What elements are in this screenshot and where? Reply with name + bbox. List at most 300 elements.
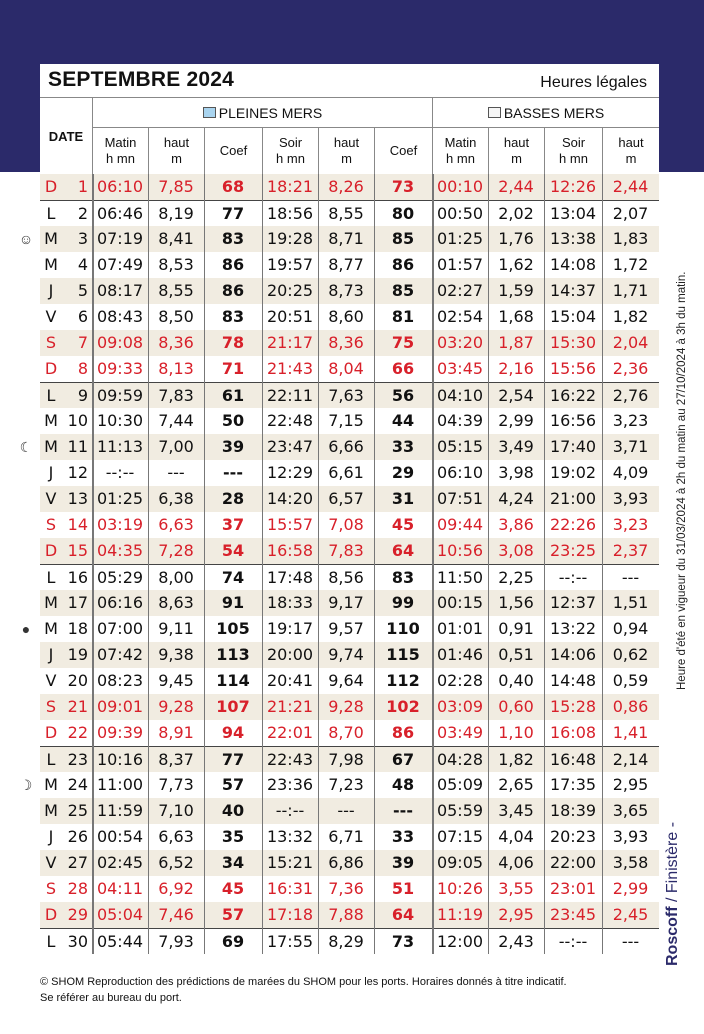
cell-h2: 8,26 [328, 177, 364, 196]
footer-line-2: Se référer au bureau du port. [40, 992, 182, 1004]
cell-bh1: 1,10 [498, 723, 534, 742]
table-row [40, 590, 659, 616]
cell-bh1: 2,99 [498, 411, 534, 430]
bm-haut-matin-header [488, 128, 544, 174]
cell-pm2: --:-- [275, 801, 305, 820]
cell-pm1: 07:00 [96, 619, 144, 638]
cell-c2: 102 [386, 697, 420, 716]
cell-c2: 48 [391, 775, 415, 794]
cell-c1: 40 [221, 801, 245, 820]
cell-h2: 8,71 [328, 229, 364, 248]
cell-c2: 51 [391, 879, 415, 898]
day-number: 27 [67, 853, 88, 872]
bm-matin-unit: h mn [446, 151, 475, 166]
cell-bh2: 2,14 [612, 750, 649, 769]
table-row [40, 200, 659, 226]
cell-c2: 45 [391, 515, 415, 534]
cell-h2: 7,23 [328, 775, 364, 794]
cell-pm1: 10:16 [96, 750, 144, 769]
cell-pm2: 22:01 [266, 723, 314, 742]
day-number: 15 [67, 541, 88, 560]
table-row [40, 330, 659, 356]
pm-haut-soir-header [318, 128, 374, 174]
cell-pm2: 21:17 [266, 333, 314, 352]
cell-c2: 85 [391, 281, 415, 300]
cell-h1: 7,00 [158, 437, 194, 456]
cell-h1: 6,63 [158, 827, 194, 846]
cell-bh2: --- [621, 932, 640, 951]
bm-haut-unit: m [511, 151, 522, 166]
cell-h2: 9,64 [328, 671, 364, 690]
cell-bh2: 2,07 [612, 204, 649, 223]
pm-matin-header [92, 128, 148, 174]
cell-bm2: 14:08 [549, 255, 597, 274]
pm-matin-label: Matin [104, 135, 137, 150]
day-number: 26 [67, 827, 88, 846]
day-letter: L [46, 568, 56, 587]
cell-bm2: 12:37 [549, 593, 597, 612]
table-row [40, 746, 659, 772]
cell-pm1: 11:59 [96, 801, 144, 820]
cell-pm1: 00:54 [96, 827, 144, 846]
table-row [40, 616, 659, 642]
cell-c2: 75 [391, 333, 415, 352]
cell-bh2: 2,76 [612, 386, 649, 405]
cell-pm1: 06:46 [96, 204, 144, 223]
table-row [40, 460, 659, 486]
cell-bh1: 2,54 [498, 386, 534, 405]
cell-h1: 7,44 [158, 411, 194, 430]
cell-h2: 9,74 [328, 645, 364, 664]
cell-bh2: 3,93 [612, 489, 649, 508]
cell-bm2: 20:23 [549, 827, 597, 846]
cell-pm2: 19:28 [266, 229, 314, 248]
cell-c1: 57 [221, 775, 245, 794]
cell-c2: 110 [386, 619, 420, 638]
bm-matin-header [432, 128, 488, 174]
cell-c2: 86 [391, 255, 415, 274]
cell-h1: 7,83 [158, 386, 194, 405]
cell-bm2: 13:04 [549, 204, 597, 223]
cell-pm1: 09:08 [96, 333, 144, 352]
day-letter: D [44, 359, 58, 378]
day-number: 3 [77, 229, 88, 248]
cell-pm2: 16:58 [266, 541, 314, 560]
cell-h1: 7,85 [158, 177, 194, 196]
cell-bm1: 00:10 [436, 177, 484, 196]
day-letter: D [44, 177, 58, 196]
cell-bm2: 17:35 [549, 775, 597, 794]
day-number: 21 [67, 697, 88, 716]
cell-bh1: 2,95 [498, 905, 534, 924]
day-number: 6 [77, 307, 88, 326]
heures-legales-label: Heures légales [540, 74, 647, 91]
cell-pm2: 17:55 [266, 932, 314, 951]
last-quarter-icon: ☽ [19, 777, 33, 793]
cell-h2: 8,36 [328, 333, 364, 352]
cell-c1: 114 [216, 671, 250, 690]
day-letter: L [46, 750, 56, 769]
cell-bm2: --:-- [558, 932, 588, 951]
cell-bm1: 05:15 [436, 437, 484, 456]
full-moon-icon: ● [21, 621, 31, 637]
cell-c2: 115 [386, 645, 420, 664]
cell-bm1: 01:25 [436, 229, 484, 248]
cell-bm2: 14:37 [549, 281, 597, 300]
cell-h1: 8,13 [158, 359, 194, 378]
cell-c1: 68 [221, 177, 245, 196]
pm-haut-label: haut [333, 135, 360, 150]
cell-pm2: 21:21 [266, 697, 314, 716]
cell-h1: 8,36 [158, 333, 194, 352]
bm-haut-unit: m [625, 151, 637, 166]
cell-bm1: 01:46 [436, 645, 484, 664]
cell-c2: 64 [391, 905, 415, 924]
table-row [40, 642, 659, 668]
cell-c2: 81 [391, 307, 415, 326]
table-row [40, 824, 659, 850]
cell-c2: 112 [386, 671, 420, 690]
date-column-header: DATE [48, 128, 84, 144]
day-number: 22 [67, 723, 88, 742]
cell-pm1: 07:19 [96, 229, 144, 248]
cell-bm1: 05:09 [436, 775, 484, 794]
table-row [40, 538, 659, 564]
cell-h2: 8,56 [328, 568, 364, 587]
cell-pm1: 04:11 [96, 879, 144, 898]
day-letter: J [48, 645, 54, 664]
day-letter: J [48, 281, 54, 300]
cell-bh1: 3,08 [498, 541, 534, 560]
day-letter: V [45, 853, 57, 872]
day-number: 13 [67, 489, 88, 508]
day-number: 8 [77, 359, 88, 378]
cell-bh1: 1,59 [498, 281, 534, 300]
pm-haut-unit: m [341, 151, 352, 166]
day-letter: D [44, 541, 58, 560]
pleines-mers-label: PLEINES MERS [218, 104, 323, 121]
cell-pm2: 20:51 [266, 307, 314, 326]
cell-h1: 8,55 [158, 281, 194, 300]
cell-c1: 78 [221, 333, 245, 352]
cell-h2: 7,98 [328, 750, 364, 769]
table-row [40, 772, 659, 798]
new-moon-icon: ☺ [18, 231, 34, 247]
day-letter: L [46, 386, 56, 405]
day-letter: M [44, 801, 58, 820]
pm-haut-matin-header [148, 128, 204, 174]
cell-bh2: 0,59 [612, 671, 649, 690]
cell-pm1: 07:42 [96, 645, 144, 664]
cell-bh1: 2,43 [498, 932, 534, 951]
cell-c2: 29 [391, 463, 415, 482]
cell-pm1: 05:04 [96, 905, 144, 924]
cell-bm2: 15:04 [549, 307, 597, 326]
cell-c1: 45 [221, 879, 245, 898]
cell-bm1: 09:05 [436, 853, 484, 872]
cell-c1: 69 [221, 932, 245, 951]
day-number: 2 [77, 204, 88, 223]
cell-h1: 9,28 [158, 697, 194, 716]
cell-h2: 6,86 [328, 853, 364, 872]
cell-h2: --- [337, 801, 355, 820]
cell-bh2: 0,62 [612, 645, 649, 664]
table-row [40, 408, 659, 434]
pm-haut-label: haut [163, 135, 190, 150]
cell-bh2: 3,93 [612, 827, 649, 846]
cell-pm1: 09:59 [96, 386, 144, 405]
bm-haut-label: haut [618, 135, 644, 150]
table-row [40, 850, 659, 876]
cell-h1: 7,28 [158, 541, 194, 560]
cell-c2: 73 [391, 932, 415, 951]
day-number: 14 [67, 515, 88, 534]
column-divider [148, 174, 149, 954]
cell-h2: 8,60 [328, 307, 364, 326]
cell-c1: 50 [221, 411, 245, 430]
cell-pm2: 20:25 [266, 281, 314, 300]
cell-bh1: 1,68 [498, 307, 534, 326]
cell-c1: 57 [221, 905, 245, 924]
day-letter: M [44, 411, 58, 430]
bm-haut-label: haut [503, 135, 530, 150]
cell-c1: 39 [221, 437, 245, 456]
table-row [40, 902, 659, 928]
cell-bh2: 4,09 [612, 463, 649, 482]
table-row [40, 564, 659, 590]
cell-pm1: 08:43 [96, 307, 144, 326]
cell-pm1: 01:25 [96, 489, 144, 508]
day-letter: J [48, 463, 54, 482]
day-letter: M [44, 593, 58, 612]
cell-h2: 7,63 [328, 386, 364, 405]
cell-h2: 7,08 [328, 515, 364, 534]
cell-c1: 83 [221, 229, 245, 248]
cell-h2: 7,36 [328, 879, 364, 898]
cell-bh2: 3,23 [612, 411, 649, 430]
cell-bm2: 17:40 [549, 437, 597, 456]
cell-h1: 9,45 [158, 671, 194, 690]
cell-pm1: 02:45 [96, 853, 144, 872]
day-letter: M [44, 437, 58, 456]
day-number: 18 [67, 619, 88, 638]
cell-pm2: 14:20 [266, 489, 314, 508]
footer [40, 974, 660, 1006]
cell-c2: 33 [391, 437, 415, 456]
cell-bh1: 0,60 [498, 697, 534, 716]
cell-pm2: 18:21 [266, 177, 314, 196]
cell-pm1: 08:23 [96, 671, 144, 690]
cell-c1: --- [223, 463, 243, 482]
table-row [40, 434, 659, 460]
cell-pm2: 18:33 [266, 593, 314, 612]
basses-mers-label: BASSES MERS [503, 104, 605, 121]
cell-pm1: 04:35 [96, 541, 144, 560]
column-divider [488, 174, 489, 954]
cell-h2: 6,66 [328, 437, 364, 456]
day-number: 24 [67, 775, 88, 794]
table-row [40, 226, 659, 252]
day-number: 25 [67, 801, 88, 820]
cell-bm1: 07:15 [436, 827, 484, 846]
port-region: / Finistère - [664, 821, 681, 907]
cell-bm1: 02:54 [436, 307, 484, 326]
pm-soir-header [262, 128, 318, 174]
cell-pm2: 16:31 [266, 879, 314, 898]
day-letter: M [44, 775, 58, 794]
cell-c1: 86 [221, 281, 245, 300]
day-letter: M [44, 619, 58, 638]
cell-c1: 54 [221, 541, 245, 560]
cell-bm2: 15:30 [549, 333, 597, 352]
day-number: 20 [67, 671, 88, 690]
cell-bm2: 15:56 [549, 359, 597, 378]
day-letter: V [45, 307, 57, 326]
cell-c2: 80 [391, 204, 415, 223]
footer-line-1: © SHOM Reproduction des prédictions de marées du SHOM pour les ports. Horaires donnés à titre indicatif. [40, 976, 567, 988]
cell-c2: 67 [391, 750, 415, 769]
port-label [664, 822, 682, 966]
day-number: 10 [67, 411, 88, 430]
cell-c1: 74 [221, 568, 245, 587]
table-row [40, 356, 659, 382]
cell-bh2: 1,83 [612, 229, 649, 248]
cell-c1: 107 [216, 697, 250, 716]
day-number: 28 [67, 879, 88, 898]
cell-c1: 71 [221, 359, 245, 378]
day-number: 7 [77, 333, 88, 352]
cell-bm1: 02:27 [436, 281, 484, 300]
day-letter: D [44, 905, 58, 924]
cell-pm2: 12:29 [266, 463, 314, 482]
title-bar [40, 64, 659, 98]
day-number: 12 [67, 463, 88, 482]
cell-bh1: 2,25 [498, 568, 534, 587]
day-letter: V [45, 489, 57, 508]
cell-pm2: 23:36 [266, 775, 314, 794]
cell-bm2: 13:22 [549, 619, 597, 638]
cell-bh1: 4,04 [498, 827, 534, 846]
cell-pm2: 17:18 [266, 905, 314, 924]
day-letter: S [45, 515, 57, 534]
pm-coef-label: Coef [389, 143, 418, 158]
cell-c1: 83 [221, 307, 245, 326]
cell-bm2: 16:22 [549, 386, 597, 405]
pm-soir-unit: h mn [276, 151, 305, 166]
cell-c2: 83 [391, 568, 415, 587]
bm-soir-unit: h mn [559, 151, 588, 166]
cell-h1: 7,93 [158, 932, 194, 951]
cell-bh1: 0,91 [498, 619, 534, 638]
cell-pm1: 05:44 [96, 932, 144, 951]
column-divider [204, 174, 205, 954]
pleines-mers-square-icon [203, 107, 216, 118]
cell-bm2: 14:48 [549, 671, 597, 690]
cell-bm1: 00:50 [436, 204, 484, 223]
cell-pm2: 19:17 [266, 619, 314, 638]
cell-bm2: 22:00 [549, 853, 597, 872]
cell-bm1: 10:56 [436, 541, 484, 560]
cell-bh1: 2,65 [498, 775, 534, 794]
day-number: 11 [67, 437, 88, 456]
table-row [40, 928, 659, 954]
table-row [40, 798, 659, 824]
cell-bm2: 19:02 [549, 463, 597, 482]
cell-bm1: 00:15 [436, 593, 484, 612]
day-number: 1 [77, 177, 88, 196]
cell-bm1: 04:28 [436, 750, 484, 769]
column-divider [374, 174, 375, 954]
cell-bm2: 16:08 [549, 723, 597, 742]
column-divider [92, 174, 94, 954]
cell-h2: 9,17 [328, 593, 364, 612]
cell-bh2: 2,45 [612, 905, 649, 924]
pm-coef-soir-header [374, 128, 432, 174]
cell-c2: 44 [391, 411, 415, 430]
cell-c1: 37 [221, 515, 245, 534]
cell-bm1: 03:45 [436, 359, 484, 378]
cell-pm1: 06:10 [96, 177, 144, 196]
cell-pm2: 18:56 [266, 204, 314, 223]
cell-bh2: 3,65 [612, 801, 649, 820]
cell-h1: 8,91 [158, 723, 194, 742]
cell-h1: 8,53 [158, 255, 194, 274]
table-row [40, 252, 659, 278]
cell-h2: 8,29 [328, 932, 364, 951]
day-letter: J [48, 827, 54, 846]
cell-bm1: 01:57 [436, 255, 484, 274]
cell-c2: 85 [391, 229, 415, 248]
cell-bh1: 1,87 [498, 333, 534, 352]
cell-bh2: 1,71 [612, 281, 649, 300]
cell-h1: 8,63 [158, 593, 194, 612]
cell-bm1: 05:59 [436, 801, 484, 820]
cell-bh1: 2,02 [498, 204, 534, 223]
cell-bh2: 1,82 [612, 307, 649, 326]
table-row [40, 304, 659, 330]
cell-h1: 8,19 [158, 204, 194, 223]
cell-bh2: --- [621, 568, 640, 587]
cell-bh2: 0,86 [612, 697, 649, 716]
cell-h1: 7,46 [158, 905, 194, 924]
day-number: 19 [67, 645, 88, 664]
cell-c2: 66 [391, 359, 415, 378]
cell-h1: 6,92 [158, 879, 194, 898]
cell-pm2: 22:43 [266, 750, 314, 769]
pm-matin-unit: h mn [106, 151, 135, 166]
port-name: Roscoff [664, 906, 681, 966]
cell-c1: 28 [221, 489, 245, 508]
cell-h1: 7,10 [158, 801, 194, 820]
cell-bm1: 04:10 [436, 386, 484, 405]
cell-bm1: 03:20 [436, 333, 484, 352]
cell-bh1: 3,49 [498, 437, 534, 456]
table-row [40, 278, 659, 304]
cell-bm2: 21:00 [549, 489, 597, 508]
cell-bh2: 0,94 [612, 619, 649, 638]
cell-bh1: 3,45 [498, 801, 534, 820]
cell-h1: 6,38 [158, 489, 194, 508]
cell-bh2: 2,99 [612, 879, 649, 898]
cell-bm1: 03:09 [436, 697, 484, 716]
cell-bh2: 2,95 [612, 775, 649, 794]
cell-bh1: 2,44 [498, 177, 534, 196]
cell-c1: 34 [221, 853, 245, 872]
cell-c2: 56 [391, 386, 415, 405]
cell-bh1: 1,82 [498, 750, 534, 769]
cell-pm1: 09:39 [96, 723, 144, 742]
page-title: SEPTEMBRE 2024 [48, 68, 235, 91]
